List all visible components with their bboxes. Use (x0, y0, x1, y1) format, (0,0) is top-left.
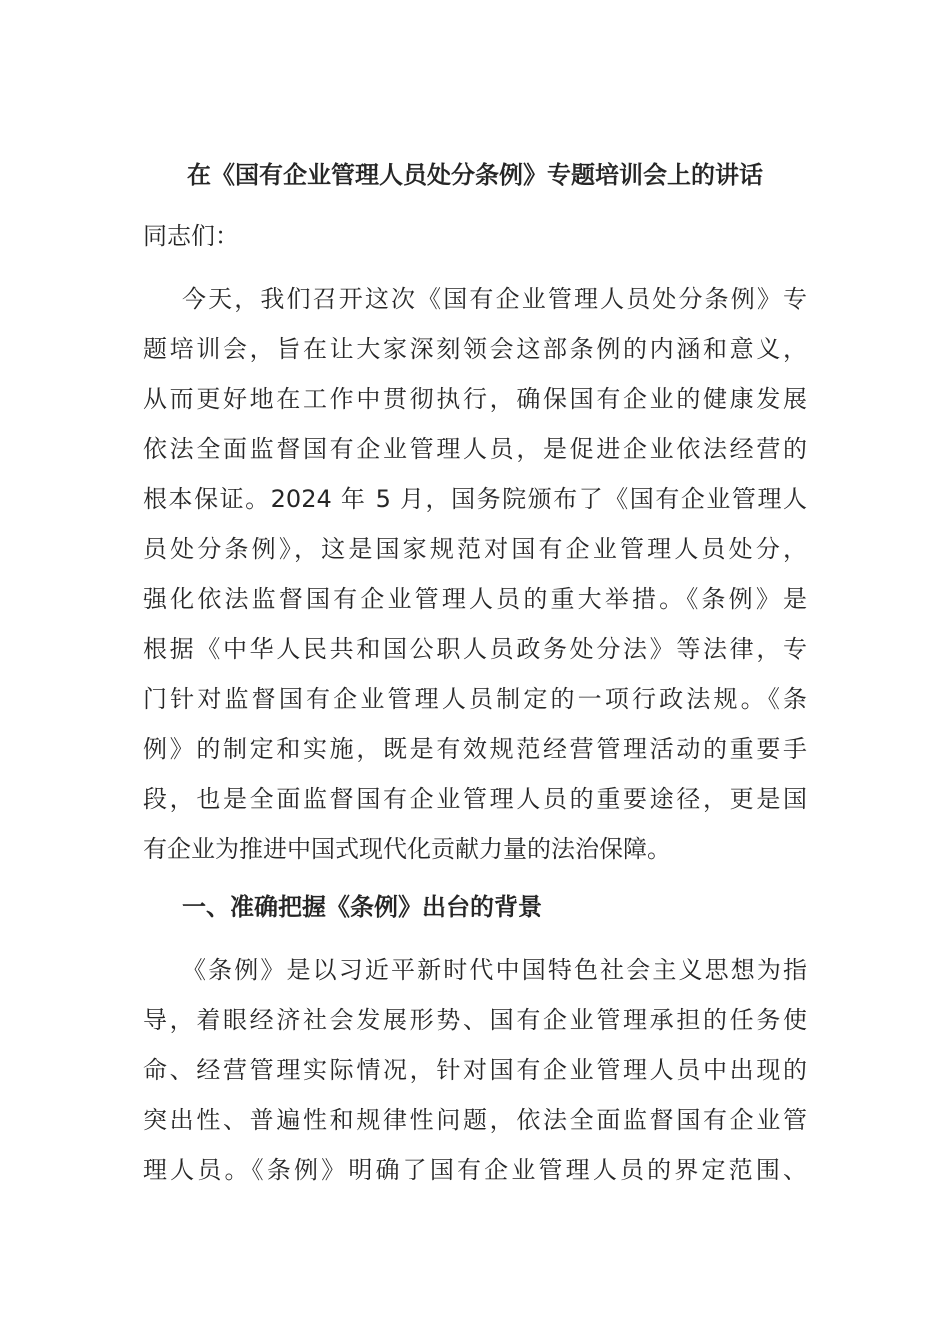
paragraph-line: 根据《中华人民共和国公职人员政务处分法》等法律，专 (143, 635, 807, 663)
section-heading: 一、准确把握《条例》出台的背景 (182, 893, 542, 921)
paragraph-line: 段，也是全面监督国有企业管理人员的重要途径，更是国 (143, 785, 807, 813)
document-title: 在《国有企业管理人员处分条例》专题培训会上的讲话 (187, 161, 763, 189)
paragraph-line: 《条例》是以习近平新时代中国特色社会主义思想为指 (182, 956, 807, 984)
paragraph-line: 根本保证。2024 年 5 月，国务院颁布了《国有企业管理人 (143, 485, 807, 513)
paragraph-line: 门针对监督国有企业管理人员制定的一项行政法规。《条 (143, 685, 807, 713)
paragraph-line: 导，着眼经济社会发展形势、国有企业管理承担的任务使 (143, 1006, 807, 1034)
paragraph-intro (143, 274, 807, 874)
paragraph-background (143, 945, 807, 1195)
paragraph-line: 理人员。《条例》明确了国有企业管理人员的界定范围、 (143, 1156, 807, 1184)
paragraph-line: 命、经营管理实际情况，针对国有企业管理人员中出现的 (143, 1056, 807, 1084)
paragraph-line: 例》的制定和实施，既是有效规范经营管理活动的重要手 (143, 735, 807, 763)
paragraph-line: 员处分条例》，这是国家规范对国有企业管理人员处分， (143, 535, 807, 563)
paragraph-line: 有企业为推进中国式现代化贡献力量的法治保障。 (143, 835, 671, 863)
paragraph-line: 从而更好地在工作中贯彻执行，确保国有企业的健康发展 (143, 385, 807, 413)
paragraph-line: 题培训会，旨在让大家深刻领会这部条例的内涵和意义， (143, 335, 807, 363)
paragraph-line: 强化依法监督国有企业管理人员的重大举措。《条例》是 (143, 585, 807, 613)
paragraph-line: 突出性、普遍性和规律性问题，依法全面监督国有企业管 (143, 1106, 807, 1134)
paragraph-line: 依法全面监督国有企业管理人员，是促进企业依法经营的 (143, 435, 807, 463)
greeting: 同志们： (143, 222, 239, 250)
paragraph-line: 今天，我们召开这次《国有企业管理人员处分条例》专 (182, 285, 807, 313)
